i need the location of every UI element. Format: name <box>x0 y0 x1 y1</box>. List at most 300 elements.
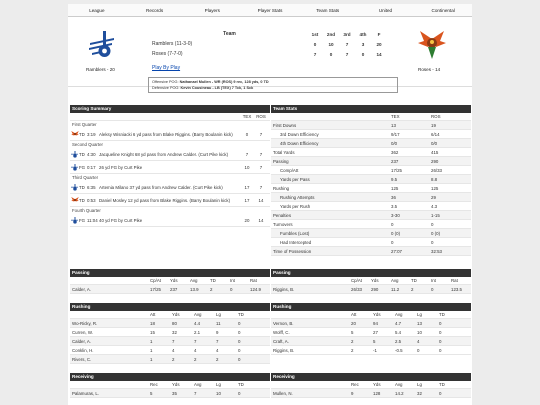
rushing-col-headers <box>70 311 270 319</box>
tex-stat: 0 (0) <box>391 230 401 236</box>
player-stat: 14.2 <box>395 390 404 396</box>
player-name[interactable]: Mullen, N. <box>273 390 293 396</box>
player-name[interactable]: Riggins, B. <box>273 286 295 292</box>
player-stat: 2 <box>216 356 219 362</box>
play-description: 40 yd FG by Curt Pike <box>99 217 143 223</box>
player-name[interactable]: Calder, A. <box>72 286 92 292</box>
team-stats-col-headers <box>271 113 471 121</box>
col-header: Yds <box>170 278 178 283</box>
tex-stat: 0 <box>391 239 394 245</box>
player-stat: 0 <box>238 329 241 335</box>
scoring-play <box>70 128 270 141</box>
ros-stat: 0 <box>431 221 434 227</box>
player-row <box>70 328 270 337</box>
ros-score: 14 <box>258 197 264 203</box>
player-stat: 7 <box>216 338 219 344</box>
player-stat: 2 <box>351 338 354 344</box>
nav-link-team-stats[interactable]: Team Stats <box>316 8 340 13</box>
player-stat: 4.7 <box>395 320 402 326</box>
tex-stat: 125 <box>391 185 399 191</box>
tex-stat: 9/17 <box>391 131 400 137</box>
ros-stat: 4.3 <box>431 203 438 209</box>
col-header: Lg <box>216 312 221 317</box>
team-stat-row <box>271 193 471 202</box>
play-type: TD <box>79 197 85 203</box>
stat-label: Yards per Pass <box>280 176 310 182</box>
ros-score: 7 <box>259 131 263 137</box>
player-row <box>271 346 471 355</box>
quarter-label: First Quarter <box>72 122 97 127</box>
player-stat: 0 <box>439 329 442 335</box>
player-name[interactable]: Curren, W. <box>72 329 93 335</box>
scoreboard-col: 2nd <box>326 31 336 37</box>
stat-label: Passing <box>273 158 289 164</box>
ros-score: 7 <box>259 184 263 190</box>
ros-score: 7 <box>259 151 263 157</box>
tex-stat: 9.5 <box>391 176 398 182</box>
col-header: Rec <box>351 382 359 387</box>
player-stat: 0 <box>439 390 442 396</box>
player-stat: 1 <box>150 338 153 344</box>
rushing-ros <box>271 303 471 355</box>
ramblers-logo-icon <box>70 216 79 225</box>
player-stat: 128 <box>373 390 381 396</box>
tex-stat: 3.5 <box>391 203 398 209</box>
col-header: ROS <box>431 114 441 119</box>
final-score: 14 <box>376 51 382 57</box>
col-header: Rec <box>150 382 158 387</box>
col-header: Avg <box>194 312 202 317</box>
player-name[interactable]: Riggins, B. <box>273 347 295 353</box>
player-row <box>70 346 270 355</box>
player-row <box>70 355 270 364</box>
player-stat: 290 <box>371 286 379 292</box>
ros-stat: 8.8 <box>431 176 438 182</box>
col-header: Rat <box>451 278 458 283</box>
player-stat: -0.5 <box>395 347 403 353</box>
scoreboard-header <box>152 29 390 39</box>
player-stat: 5 <box>373 338 376 344</box>
player-stat: 2 <box>411 286 414 292</box>
team-stat-row <box>271 247 471 256</box>
nav-link-player-stats[interactable]: Player Stats <box>257 8 283 13</box>
player-row <box>70 319 270 328</box>
player-stat: 17/25 <box>150 286 161 292</box>
player-stat: 10 <box>216 390 221 396</box>
player-row <box>271 337 471 346</box>
ramblers-logo-icon <box>88 29 116 61</box>
ros-score: 7 <box>259 164 263 170</box>
player-stat: 5 <box>351 329 354 335</box>
player-name[interactable]: Craft, A. <box>273 338 289 344</box>
col-header: Lg <box>417 312 422 317</box>
receiving-tex <box>70 373 270 398</box>
stat-label: Rushing <box>273 185 290 191</box>
play-description: Daniel Mosley 12 yd pass from Blake Riggins. (Barry Boulanin kick) <box>99 197 231 203</box>
col-header: TD <box>238 312 244 317</box>
player-stat: 0 <box>439 338 442 344</box>
player-stat: 32 <box>417 390 422 396</box>
player-stat: 18 <box>150 320 155 326</box>
col-header: Avg <box>395 312 403 317</box>
stat-label: Time of Possession <box>273 248 312 254</box>
top-nav <box>68 4 472 17</box>
stat-label: Yards per Rush <box>280 203 311 209</box>
player-stat: 2.5 <box>395 338 402 344</box>
player-stat: 32 <box>172 329 177 335</box>
receiving-header: Receiving <box>70 373 270 381</box>
tex-stat: 3-30 <box>391 212 400 218</box>
passing-header: Passing <box>70 269 270 277</box>
tex-stat: 13 <box>391 122 396 128</box>
col-header: TEX <box>391 114 400 119</box>
tex-score: 20 <box>244 217 250 223</box>
tex-stat: 27:07 <box>391 248 402 254</box>
players-of-game <box>148 77 398 93</box>
play-time: 4:30 <box>87 151 96 157</box>
passing-col-headers <box>70 277 270 285</box>
player-stat: 27 <box>373 329 378 335</box>
scoreboard <box>152 29 390 59</box>
roses-logo-icon <box>70 196 79 205</box>
team-stat-row <box>271 238 471 247</box>
player-row <box>70 285 270 294</box>
team-stat-row <box>271 148 471 157</box>
player-row <box>271 389 471 398</box>
player-stat: 2.1 <box>194 329 201 335</box>
player-stat: 2 <box>172 356 175 362</box>
player-stat: 4 <box>417 338 420 344</box>
player-stat: 237 <box>170 286 178 292</box>
scoring-play <box>70 214 270 227</box>
home-team-name[interactable]: Ramblers (11-3-0) <box>152 41 193 47</box>
stat-label: First Downs <box>273 122 297 128</box>
team-stat-row <box>271 157 471 166</box>
team-stat-row <box>271 175 471 184</box>
nav-link-continental[interactable]: Continental <box>431 8 455 13</box>
player-stat: 0 <box>238 356 241 362</box>
play-time: 0:53 <box>87 197 96 203</box>
player-stat: 124.9 <box>250 286 261 292</box>
player-stat: 0 <box>417 347 420 353</box>
score-cell: 7 <box>313 51 317 57</box>
tex-stat: 362 <box>391 149 399 155</box>
player-stat: 0 <box>238 390 241 396</box>
away-team-label: Roses - 14 <box>418 67 441 72</box>
ros-stat: 26/33 <box>431 167 442 173</box>
player-stat: 0 <box>230 286 233 292</box>
away-team-name[interactable]: Roses (7-7-0) <box>152 51 183 57</box>
col-header: Avg <box>395 382 403 387</box>
score-cell: 0 <box>361 51 365 57</box>
play-type: TD <box>79 151 85 157</box>
scoreboard-col: 4th <box>359 31 367 37</box>
player-stat: 26/33 <box>351 286 362 292</box>
team-stat-row <box>271 211 471 220</box>
player-stat: 94 <box>373 320 378 326</box>
col-header: Rat <box>250 278 257 283</box>
play-time: 6:35 <box>87 184 96 190</box>
score-cell: 0 <box>329 51 333 57</box>
roses-logo-icon <box>418 29 446 61</box>
player-row <box>271 285 471 294</box>
tex-score: 7 <box>245 151 249 157</box>
score-cell: 3 <box>361 41 365 47</box>
player-name[interactable]: Vernon, B. <box>273 320 294 326</box>
player-stat: 0 <box>431 286 434 292</box>
player-stat: 2 <box>194 356 197 362</box>
player-stat: 2 <box>351 347 354 353</box>
player-stat: 4 <box>194 347 197 353</box>
pog-label: Defensive POG: <box>152 86 180 90</box>
col-header: TD <box>411 278 417 283</box>
col-header: Int <box>230 278 235 283</box>
col-header: Lg <box>417 382 422 387</box>
nav-link-players[interactable]: Players <box>204 8 220 13</box>
score-cell: 0 <box>313 41 317 47</box>
col-header: Lg <box>216 382 221 387</box>
col-header: TD <box>210 278 216 283</box>
tex-stat: 0/0 <box>391 140 398 146</box>
passing-header: Passing <box>271 269 471 277</box>
scoring-play <box>70 148 270 161</box>
scoring-summary-header: Scoring Summary <box>70 105 270 113</box>
tex-stat: 17/25 <box>391 167 402 173</box>
play-time: 3:19 <box>87 131 96 137</box>
quarter-label: Fourth Quarter <box>72 208 101 213</box>
rushing-header: Rushing <box>271 303 471 311</box>
ros-stat: 32:53 <box>431 248 442 254</box>
scoreboard-team-header: Team <box>223 31 236 37</box>
scoreboard-col: 1st <box>311 31 319 37</box>
player-stat: 9 <box>351 390 354 396</box>
play-time: 11:04 <box>87 217 98 223</box>
player-stat: 80 <box>172 320 177 326</box>
player-name[interactable]: Rivers, C. <box>72 356 92 362</box>
col-header: ROS <box>256 114 266 119</box>
receiving-col-headers <box>271 381 471 389</box>
player-stat: -1 <box>373 347 377 353</box>
tex-score: 17 <box>244 184 250 190</box>
player-row <box>70 389 270 398</box>
player-stat: 11 <box>216 320 221 326</box>
ros-stat: 1-15 <box>431 212 440 218</box>
score-cell: 7 <box>345 51 349 57</box>
rushing-tex <box>70 303 270 364</box>
scoring-play <box>70 181 270 194</box>
player-stat: 123.5 <box>451 286 462 292</box>
final-score: 20 <box>376 41 382 47</box>
pog-label: Offensive POG: <box>152 80 179 84</box>
scoreboard-away-row <box>152 49 390 59</box>
receiving-header: Receiving <box>271 373 471 381</box>
quarter-label: Second Quarter <box>72 142 103 147</box>
ros-stat: 19 <box>431 122 436 128</box>
player-stat: 7 <box>172 338 175 344</box>
ros-stat: 415 <box>431 149 439 155</box>
play-time: 0:17 <box>87 164 96 170</box>
tex-stat: 36 <box>391 194 396 200</box>
col-header: Avg <box>190 278 198 283</box>
passing-col-headers <box>271 277 471 285</box>
player-stat: 35 <box>172 390 177 396</box>
tex-score: 10 <box>244 164 250 170</box>
team-stat-row <box>271 202 471 211</box>
nav-link-league[interactable]: League <box>89 8 105 13</box>
play-description: Jacqueline Knight 68 yd pass from Andrew Calder. (Curt Pike kick) <box>99 151 229 157</box>
col-header: Yds <box>172 382 180 387</box>
ramblers-logo-icon <box>70 183 79 192</box>
play-type: TD <box>79 184 85 190</box>
roses-logo-icon <box>70 130 79 139</box>
nav-link-records[interactable]: Records <box>146 8 164 13</box>
ros-stat: 290 <box>431 158 439 164</box>
col-header: TD <box>238 382 244 387</box>
col-header: Att <box>150 312 156 317</box>
player-stat: 20 <box>351 320 356 326</box>
stat-label: Turnovers <box>273 221 293 227</box>
player-stat: 13.9 <box>190 286 199 292</box>
stat-label: Penalties <box>273 212 292 218</box>
tex-score: 17 <box>244 197 250 203</box>
player-stat: 15 <box>150 329 155 335</box>
rushing-col-headers <box>271 311 471 319</box>
nav-link-united[interactable]: United <box>378 8 393 13</box>
game-page <box>68 4 472 405</box>
col-header: TD <box>439 312 445 317</box>
col-header: TD <box>439 382 445 387</box>
play-type: TD <box>79 131 85 137</box>
tex-score: 0 <box>245 131 249 137</box>
receiving-ros <box>271 373 471 398</box>
player-stat: 5 <box>150 390 153 396</box>
player-name[interactable]: Wolff, C. <box>273 329 290 335</box>
ros-stat: 0 <box>431 239 434 245</box>
play-type: FG <box>79 217 86 223</box>
col-header: Att <box>351 312 357 317</box>
play-description: Artemia Milano 37 yd pass from Andrew Calder. (Curt Pike kick) <box>99 184 223 190</box>
player-stat: 9 <box>216 329 219 335</box>
col-header: Yds <box>371 278 379 283</box>
stat-label: Had Intercepted <box>280 239 312 245</box>
pog-value: Nathanael Mullen - WR (ROS) 9 rec, 128 yds, 0 TD <box>179 80 269 84</box>
ros-stat: 0 (0) <box>431 230 441 236</box>
team-stat-row <box>271 139 471 148</box>
stat-label: 4th Down Efficiency <box>280 140 319 146</box>
col-header: Cp/At <box>351 278 362 283</box>
scoring-play <box>70 194 270 207</box>
passing-tex <box>70 269 270 294</box>
player-stat: 7 <box>194 390 197 396</box>
pog-value: Kevin Cousineau - LB (TEX) 7 Tck, 1 Sck <box>180 86 254 90</box>
scoring-col-headers <box>70 113 270 121</box>
col-header: Yds <box>373 382 381 387</box>
col-header: Avg <box>194 382 202 387</box>
scoring-play <box>70 161 270 174</box>
play-description: Aleksy Wisniacki 6 yd pass from Blake Riggins. (Barry Boulanin kick) <box>99 131 233 137</box>
col-header: Yds <box>172 312 180 317</box>
play-type: FG <box>79 164 86 170</box>
scoreboard-col: F <box>377 31 381 37</box>
tex-stat: 237 <box>391 158 399 164</box>
col-header: Int <box>431 278 436 283</box>
player-stat: 5.4 <box>395 329 402 335</box>
player-row <box>70 337 270 346</box>
player-name[interactable]: Palamuras, L. <box>72 390 100 396</box>
score-cell: 7 <box>345 41 349 47</box>
tex-stat: 0 <box>391 221 394 227</box>
team-stat-row <box>271 121 471 130</box>
player-stat: 0 <box>238 347 241 353</box>
player-name[interactable]: Wo-Ricky, R. <box>72 320 98 326</box>
team-stat-row <box>271 184 471 193</box>
player-stat: 1 <box>150 347 153 353</box>
player-stat: 7 <box>194 338 197 344</box>
col-header: Cp/At <box>150 278 161 283</box>
player-stat: 4 <box>172 347 175 353</box>
player-stat: 10 <box>417 329 422 335</box>
passing-ros <box>271 269 471 294</box>
player-name[interactable]: Conklin, H. <box>72 347 94 353</box>
scoring-summary <box>70 105 270 227</box>
player-stat: 4 <box>216 347 219 353</box>
ramblers-logo-icon <box>70 150 79 159</box>
score-cell: 10 <box>328 41 334 47</box>
team-stat-row <box>271 229 471 238</box>
col-header: Avg <box>391 278 399 283</box>
play-by-play-link[interactable]: Play By Play <box>152 65 181 71</box>
stat-label: Fumbles (Lost) <box>280 230 310 236</box>
player-row <box>271 328 471 337</box>
rushing-header: Rushing <box>70 303 270 311</box>
team-stats <box>271 105 471 256</box>
defensive-pog <box>152 85 394 91</box>
player-stat: 0 <box>238 320 241 326</box>
scoreboard-col: 3rd <box>343 31 351 37</box>
receiving-col-headers <box>70 381 270 389</box>
ros-stat: 125 <box>431 185 439 191</box>
ros-stat: 0/0 <box>431 140 438 146</box>
player-stat: 1 <box>150 356 153 362</box>
play-description: 26 yd FG by Curt Pike <box>99 164 143 170</box>
player-stat: 4.4 <box>194 320 201 326</box>
player-stat: 11.2 <box>391 286 400 292</box>
player-row <box>271 319 471 328</box>
scoreboard-home-row <box>152 39 390 49</box>
player-stat: 2 <box>210 286 213 292</box>
ros-score: 14 <box>258 217 264 223</box>
team-stat-row <box>271 166 471 175</box>
quarter-label: Third Quarter <box>72 175 99 180</box>
stat-label: Total Yards <box>273 149 295 155</box>
home-team-label: Ramblers - 20 <box>86 67 115 72</box>
team-stat-row <box>271 220 471 229</box>
game-header <box>68 17 472 90</box>
stat-label: Comp/Att <box>280 167 299 173</box>
ramblers-logo-icon <box>70 163 79 172</box>
ros-stat: 29 <box>431 194 436 200</box>
team-stats-header: Team Stats <box>271 105 471 113</box>
col-header: Yds <box>373 312 381 317</box>
player-name[interactable]: Calder, A. <box>72 338 92 344</box>
stat-label: Rushing Attempts <box>280 194 315 200</box>
col-header: TEX <box>242 114 252 119</box>
ros-stat: 6/14 <box>431 131 440 137</box>
stat-label: 3rd Down Efficiency <box>280 131 319 137</box>
player-stat: 0 <box>439 347 442 353</box>
team-stat-row <box>271 130 471 139</box>
player-stat: 0 <box>238 338 241 344</box>
